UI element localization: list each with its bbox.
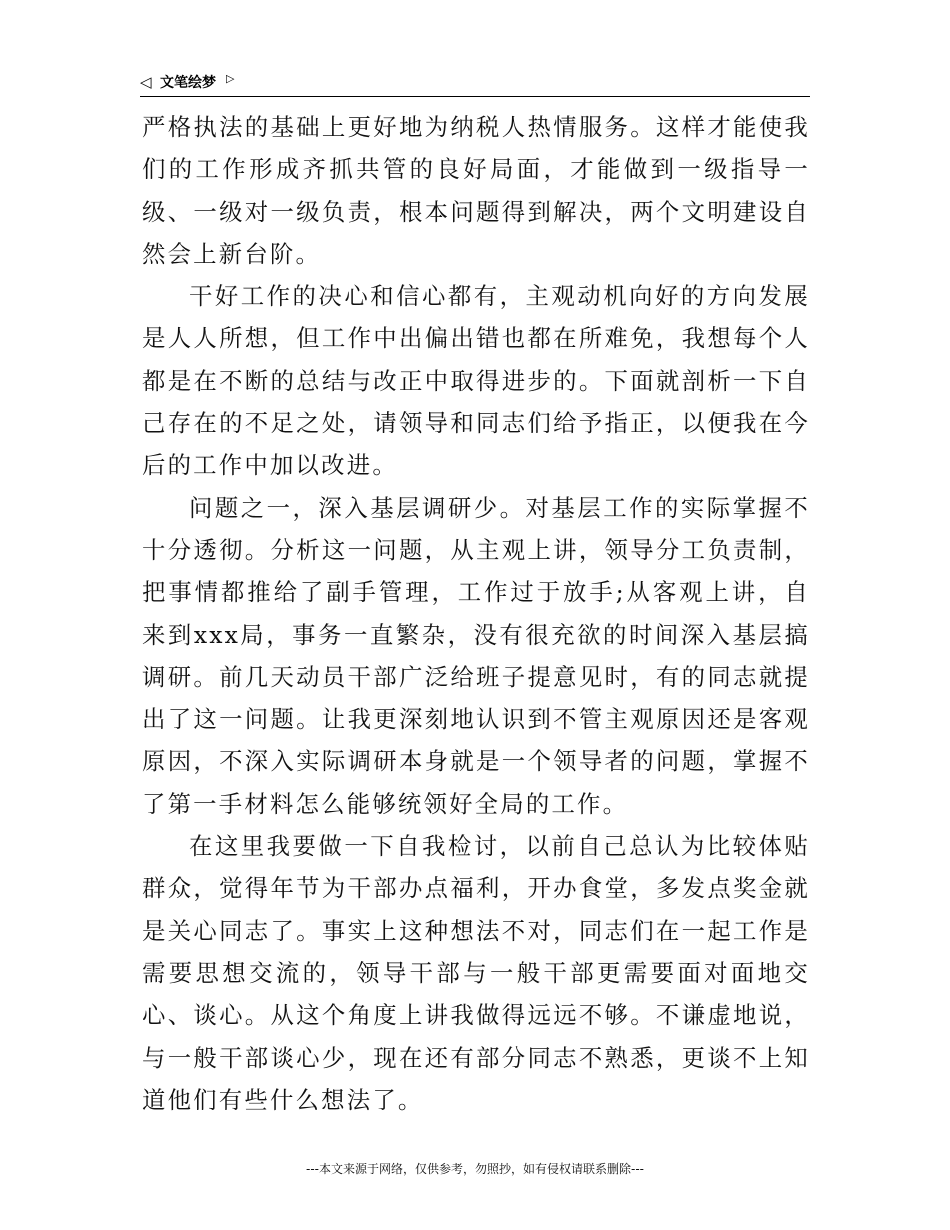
paragraph-3: 问题之一，深入基层调研少。对基层工作的实际掌握不十分透彻。分析这一问题，从主观上讲，领导分工负责制，把事情都推给了副手管理，工作过于放手;从客观上讲，自来到xxx局，事务一直繁杂，没有很充欲的时间深入基层搞调研。前几天动员干部广泛给班子提意见时，有的同志就提出了这一问题。让我更深刻地认识到不管主观原因还是客观原因，不深入实际调研本身就是一个领导者的问题，掌握不了第一手材料怎么能够统领好全局的工作。: [142, 493, 810, 818]
left-triangle-icon: ◁: [140, 73, 152, 91]
page-header: [140, 70, 810, 97]
footer-disclaimer: ---本文来源于网络，仅供参考，勿照抄，如有侵权请联系删除---: [306, 1162, 644, 1176]
right-triangle-icon: ▷: [226, 72, 235, 85]
header-title: 文笔绘梦: [160, 75, 216, 91]
document-body: [142, 106, 810, 1121]
paragraph-1: 严格执法的基础上更好地为纳税人热情服务。这样才能使我们的工作形成齐抓共管的良好局面，才能做到一级指导一级、一级对一级负责，根本问题得到解决，两个文明建设自然会上新台阶。: [142, 113, 810, 268]
paragraph-2: 干好工作的决心和信心都有，主观动机向好的方向发展是人人所想，但工作中出偏出错也都在所难免，我想每个人都是在不断的总结与改正中取得进步的。下面就剖析一下自己存在的不足之处，请领导和同志们给予指正，以便我在今后的工作中加以改进。: [142, 282, 810, 480]
paragraph-4: 在这里我要做一下自我检讨，以前自己总认为比较体贴群众，觉得年节为干部办点福利，开办食堂，多发点奖金就是关心同志了。事实上这种想法不对，同志们在一起工作是需要思想交流的，领导干部与一般干部更需要面对面地交心、谈心。从这个角度上讲我做得远远不够。不谦虚地说，与一般干部谈心少，现在还有部分同志不熟悉，更谈不上知道他们有些什么想法了。: [142, 832, 810, 1114]
